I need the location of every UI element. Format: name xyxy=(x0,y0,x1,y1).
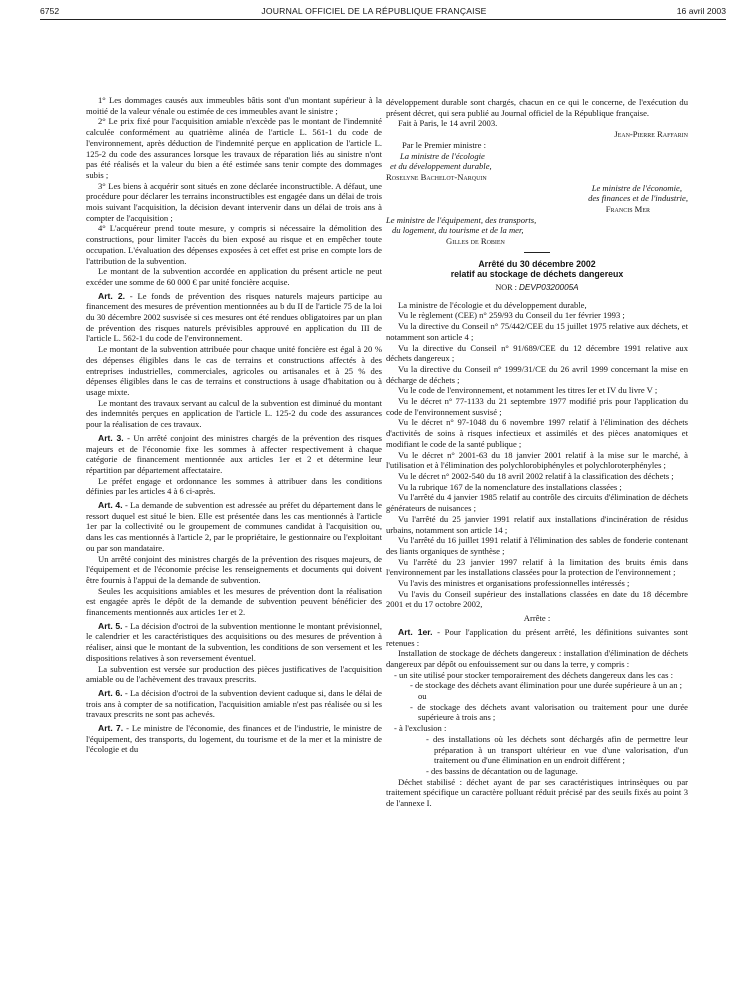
paragraph: Le montant des travaux servant au calcul de la subvention est diminué du montant des indemnités perçues en application de l'article L. 125-2 du code des assurances pour la réalisation de ces travaux. xyxy=(86,397,382,430)
article-5 xyxy=(86,621,382,664)
header-rule xyxy=(40,19,726,20)
article-label: Art. 6. xyxy=(98,687,123,698)
list-item: - des bassins de décantation ou de lagunage. xyxy=(426,765,578,776)
nor-reference xyxy=(386,283,688,294)
article-label: Art. 2. xyxy=(98,290,125,301)
arrete-title xyxy=(386,259,688,280)
paragraph: Seules les acquisitions amiables et les mesures de prévention dont la réalisation est engagée après le dépôt de la demande de subvention peuvent bénéficier des financements mentionnés aux articles 1er et 2. xyxy=(86,585,382,618)
list-item: - des installations où les déchets sont déchargés afin de permettre leur préparation à un transport ultérieur en vue d'une valorisation, d'un traitement ou d'une élimination en un endroit différent ; xyxy=(426,733,688,766)
article-label: Art. 5. xyxy=(98,620,123,631)
definition: Déchet stabilisé : déchet ayant de par ses caractéristiques intrinsèques ou par traitement spécifique un caractère polluant réduit précisé par des seuils fixés au point 3 de l'annexe I. xyxy=(386,776,688,809)
visa: Vu l'avis du Conseil supérieur des installations classées en date du 18 décembre 2001 et du 17 octobre 2002, xyxy=(386,588,688,610)
signatory-name: Roselyne Bachelot-Narquin xyxy=(386,171,487,182)
visa: Vu la directive du Conseil n° 75/442/CEE du 15 juillet 1975 relative aux déchets, et notamment son article 4 ; xyxy=(386,321,688,342)
visa: Vu le décret n° 2001-63 du 18 janvier 2001 relatif à la mise sur le marché, à l'utilisation et à l'élimination des polychlorobiphényles et polychloroterphényles ; xyxy=(386,449,688,471)
paragraph: 2° Le prix fixé pour l'acquisition amiable n'excède pas le montant de l'indemnité calculée conformément au quatrième alinéa de l'article L. 561-1 du code de l'environnement, après déduction de l'indemnité perçue en application de l'article L. 125-2 du code des assurances lorsque les travaux de réparation liés au sinistre n'ont pas été réalisés et la valeur du bien a été estimée sans tenir compte des dommages subis ; xyxy=(86,116,382,180)
visa: Vu l'arrêté du 25 janvier 1991 relatif aux installations d'incinération de résidus urbains, notamment son article 14 ; xyxy=(386,513,688,535)
signatory-name: Gilles de Robien xyxy=(446,236,505,247)
list-item: ou xyxy=(418,691,427,702)
journal-title: JOURNAL OFFICIEL DE LA RÉPUBLIQUE FRANÇAISE xyxy=(261,6,487,16)
list-item: - à l'exclusion : xyxy=(394,723,447,734)
article-label: Art. 7. xyxy=(98,723,124,734)
arrete-title-line: Arrêté du 30 décembre 2002 xyxy=(478,258,596,269)
article-text: - La décision d'octroi de la subvention mentionne le montant prévisionnel, le calendrier et les caractéristiques des acquisitions ou des mesures de prévention à réaliser, ainsi que le montant de la subvention, les conditions de son versement et les dispositions relatives à son reversement éventuel. xyxy=(86,620,382,663)
signature-date: Fait à Paris, le 14 avril 2003. xyxy=(398,118,498,129)
paragraph: Le montant de la subvention attribuée pour chaque unité foncière est égal à 20 % des dépenses éligibles dans le cas de terrains et constructions affectés à des entreprises industrielles, commerciales, agricoles ou artisanales et à 25 % des dépenses éligibles dans le cas de terrains et constructions à usage d'habitation ou à usage mixte. xyxy=(86,344,382,397)
article-text: - La demande de subvention est adressée au préfet du département dans le ressort duquel est situé le bien. Elle est présentée dans les cas mentionnés à l'article 1er par la collectivité ou le groupement de communes candidat à l'acquisition ou, dans les cas mentionnés à l'article 2, par le propriétaire, le gestionnaire ou l'exploitant ou par son mandataire. xyxy=(86,500,382,553)
article-7 xyxy=(86,723,382,755)
signatory-mention: Par le Premier ministre : xyxy=(402,139,487,150)
article-text: - Pour l'application du présent arrêté, les définitions suivantes sont retenues : xyxy=(386,626,688,648)
visa: Vu le décret n° 2002-540 du 18 avril 2002 relatif à la classification des déchets ; xyxy=(398,470,674,481)
separator-rule xyxy=(524,252,550,253)
article-text: - Le fonds de prévention des risques naturels majeurs participe au financement des mesures de prévention mentionnées au b du II de l'article 75 de la loi du 30 décembre 2002 susvisée si ces mesures ont été rendues obligatoires par un plan de prévention des risques naturels prévisibles approuvé en application du III de l'article L. 562-1 du code de l'environnement. xyxy=(86,290,382,344)
issue-date: 16 avril 2003 xyxy=(676,6,726,16)
nor-code: DEVP0320005A xyxy=(519,283,579,293)
right-column xyxy=(386,97,688,809)
paragraph: Un arrêté conjoint des ministres chargés de la prévention des risques majeurs, de l'équipement et de l'économie précise les renseignements et documents qui doivent être fournis à l'appui de la demande de subvention. xyxy=(86,553,382,585)
paragraph: 4° L'acquéreur prend toute mesure, y compris si nécessaire la démolition des constructions, pour limiter l'accès du bien exposé au risque et en empêcher toute occupation. L'évaluation des dépenses exposées à cet effet est prise en compte lors de l'attribution de la subvention. xyxy=(86,223,382,266)
preamble: La ministre de l'écologie et du développement durable, xyxy=(398,299,587,310)
visa: Vu le décret n° 77-1133 du 21 septembre 1977 modifié pris pour l'application du code de l'environnement susvisé ; xyxy=(386,396,688,417)
visa: Vu l'arrêté du 16 juillet 1991 relatif à l'élimination des sables de fonderie contenant des liants organiques de synthèse ; xyxy=(386,535,688,556)
visa: Vu le règlement (CEE) n° 259/93 du Conseil du 1er février 1993 ; xyxy=(398,310,625,321)
list-item: - de stockage des déchets avant élimination pour une durée supérieure à un an ; xyxy=(410,680,683,691)
list-item: - de stockage des déchets avant valorisation ou traitement pour une durée supérieure à trois ans ; xyxy=(410,701,688,723)
signatory-title: La ministre de l'écologie xyxy=(400,150,485,161)
visa: Vu le décret n° 97-1048 du 6 novembre 1997 relatif à l'élimination des déchets d'activités de soins à risques infectieux et assimilés et des pièces anatomiques et modifiant le code de la santé publique ; xyxy=(386,417,688,449)
article-text: - La décision d'octroi de la subvention devient caduque si, dans le délai de trois ans à compter de sa notification, l'acquisition amiable n'est pas réalisée ou si les travaux prescrits ne sont pas achevés. xyxy=(86,687,382,720)
article-text: - Le ministre de l'économie, des finances et de l'industrie, le ministre de l'équipement, des transports, du logement, du tourisme et de la mer et la ministre de l'écologie et du xyxy=(86,723,382,755)
article-text: - Un arrêté conjoint des ministres chargés de la prévention des risques majeurs et de l'économie fixe les sommes à affecter respectivement à chaque catégorie de financement mentionnée aux articles 1er et 2 et détermine leur répartition par département affectataire. xyxy=(86,432,382,475)
visa: Vu la rubrique 167 de la nomenclature des installations classées ; xyxy=(398,481,622,492)
signatory-name: Francis Mer xyxy=(605,204,650,215)
signatory-name: Jean-Pierre Raffarin xyxy=(614,129,688,140)
signatory-title: des finances et de l'industrie, xyxy=(588,193,688,204)
visa: Vu l'arrêté du 4 janvier 1985 relatif au contrôle des circuits d'élimination de déchets générateurs de nuisances ; xyxy=(386,492,688,514)
list-item: - un site utilisé pour stocker temporairement des déchets dangereux dans les cas : xyxy=(394,669,673,680)
visa: Vu l'arrêté du 23 janvier 1997 relatif à la limitation des bruits émis dans l'environnement par les installations classées pour la protection de l'environnement ; xyxy=(386,556,688,578)
signatory-title: et du développement durable, xyxy=(390,161,492,172)
paragraph: Le préfet engage et ordonnance les sommes à attribuer dans les conditions définies par les articles 4 à 6 ci-après. xyxy=(86,475,382,497)
arrete-title-line: relatif au stockage de déchets dangereux xyxy=(450,269,624,280)
article-4 xyxy=(86,500,382,554)
visa: Vu l'avis des ministres et organisations professionnelles intéressés ; xyxy=(398,578,630,589)
article-6 xyxy=(86,688,382,720)
paragraph: Le montant de la subvention accordée en application du présent article ne peut excéder une somme de 60 000 € par unité foncière acquise. xyxy=(86,266,382,287)
arrete-heading: Arrête : xyxy=(523,613,551,624)
paragraph: La subvention est versée sur production des pièces justificatives de l'acquisition amiable ou de l'achèvement des travaux prescrits. xyxy=(86,663,382,685)
continued-paragraph: développement durable sont chargés, chacun en ce qui le concerne, de l'exécution du présent décret, qui sera publié au Journal officiel de la République française. xyxy=(386,97,688,118)
article-label: Art. 4. xyxy=(98,500,123,511)
nor-label: NOR : xyxy=(495,283,519,293)
page-number: 6752 xyxy=(40,6,60,16)
signatory-title: Le ministre de l'équipement, des transports, xyxy=(386,214,537,225)
signatory-title: Le ministre de l'économie, xyxy=(591,182,682,193)
article-label: Art. 3. xyxy=(98,432,124,443)
article-2 xyxy=(86,291,382,345)
paragraph: 1° Les dommages causés aux immeubles bâtis sont d'un montant supérieur à la moitié de la valeur vénale ou estimée de ces immeubles avant le sinistre ; xyxy=(86,95,382,116)
definition: Installation de stockage de déchets dangereux : installation d'élimination de déchets dangereux par dépôt ou enfouissement sur ou dans la terre, y compris : xyxy=(386,648,688,669)
visa: Vu la directive du Conseil n° 1999/31/CE du 26 avril 1999 concernant la mise en décharge de déchets ; xyxy=(386,363,688,385)
paragraph: 3° Les biens à acquérir sont situés en zone déclarée inconstructible. A défaut, une procédure pour déclarer les terrains inconstructibles est engagée dans un délai de trois mois suivant l'acquisition, la décision devant intervenir dans un délai de trois ans à compter de l'acquisition ; xyxy=(86,180,382,223)
article-3 xyxy=(86,433,382,476)
article-1 xyxy=(386,627,688,648)
visa: Vu la directive du Conseil n° 91/689/CEE du 12 décembre 1991 relative aux déchets dangereux ; xyxy=(386,342,688,364)
article-label: Art. 1er. xyxy=(398,626,433,637)
left-column xyxy=(86,95,382,755)
page-header xyxy=(0,6,748,20)
signatory-title: du logement, du tourisme et de la mer, xyxy=(392,225,524,236)
signatures-block xyxy=(386,129,688,247)
visa: Vu le code de l'environnement, et notamment les titres Ier et IV du livre V ; xyxy=(398,385,658,396)
